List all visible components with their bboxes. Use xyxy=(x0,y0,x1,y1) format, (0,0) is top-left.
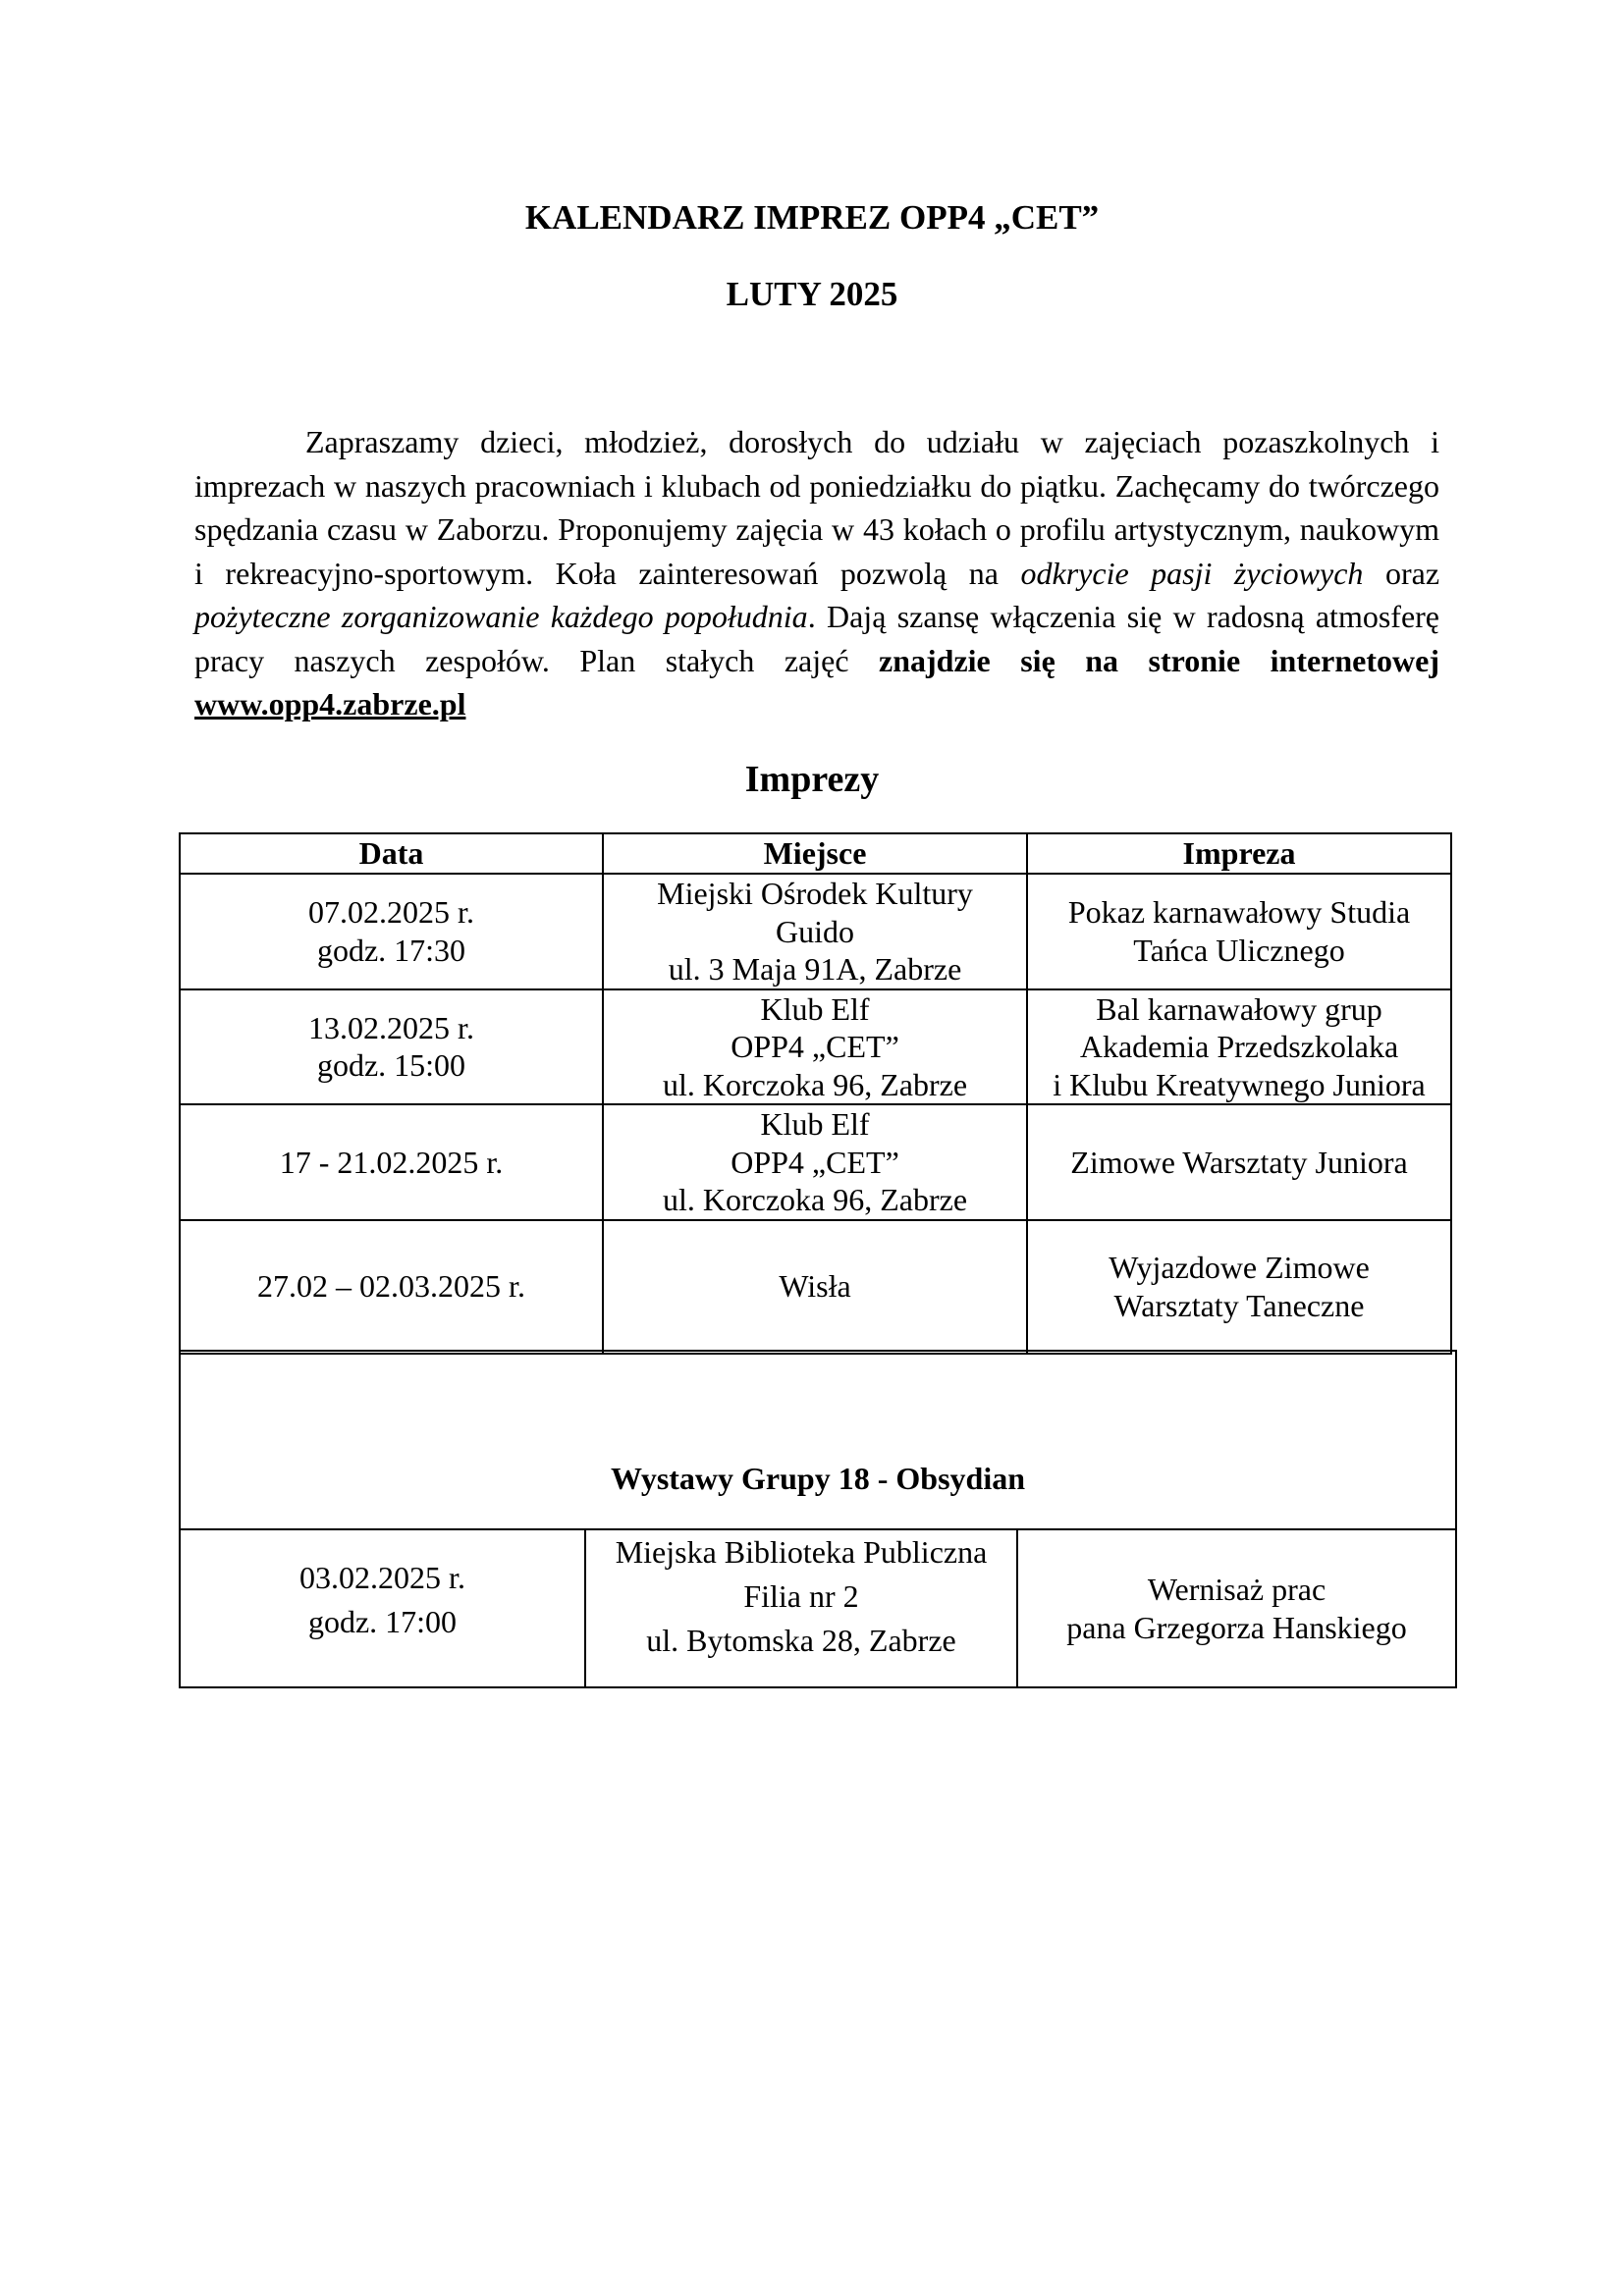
table-row xyxy=(180,874,1451,989)
table-row xyxy=(180,1104,1451,1220)
document-title: KALENDARZ IMPREZ OPP4 „CET” xyxy=(524,198,1100,237)
intro-text-1: Zapraszamy dzieci, młodzież, dorosłych do udziału w zajęciach pozaszkolnych i imprezach w naszych pracowniach i klubach od poniedziałku do piątku. Zachęcamy do twórczego spędzania czasu w Zaborzu. Proponujemy zajęcia w 43 kołach o profilu artystycznym, naukowym i rekreacyjno-sportowym. Koła zainteresowań pozwolą na xyxy=(194,424,1439,591)
event-date: 27.02 – 02.03.2025 r. xyxy=(180,1220,603,1354)
table-row xyxy=(180,1529,1456,1687)
intro-italic-2: pożyteczne zorganizowanie każdego popołudnia xyxy=(194,599,808,634)
event-date: 07.02.2025 r. godz. 17:30 xyxy=(180,874,603,989)
event-place: Wisła xyxy=(603,1220,1027,1354)
column-header-place: Miejsce xyxy=(603,833,1027,874)
exhibitions-table xyxy=(179,1350,1457,1688)
intro-text-2: oraz xyxy=(1363,555,1440,591)
intro-bold-1: znajdzie się na stronie internetowej xyxy=(879,642,1439,678)
events-table xyxy=(179,832,1452,1355)
event-name: Wyjazdowe Zimowe Warsztaty Taneczne xyxy=(1027,1220,1451,1354)
website-link[interactable]: www.opp4.zabrze.pl xyxy=(194,686,466,721)
section-title: Imprezy xyxy=(744,759,880,800)
intro-italic-1: odkrycie pasji życiowych xyxy=(1020,555,1364,591)
event-place: Klub Elf OPP4 „CET” ul. Korczoka 96, Zabrze xyxy=(603,989,1027,1105)
event-name: Pokaz karnawałowy Studia Tańca Ulicznego xyxy=(1027,874,1451,989)
intro-paragraph xyxy=(194,420,1439,726)
exhibition-date: 03.02.2025 r. godz. 17:00 xyxy=(180,1529,585,1687)
event-place: Miejski Ośrodek Kultury Guido ul. 3 Maja 91A, Zabrze xyxy=(603,874,1027,989)
intro-text-3: . Dają szansę włączenia się w radosną atmosferę pracy naszych zespołów. Plan stałych zajęć xyxy=(194,599,1440,678)
exhibitions-title: Wystawy Grupy 18 - Obsydian xyxy=(180,1351,1456,1529)
column-header-event: Impreza xyxy=(1027,833,1451,874)
exhibitions-title-row xyxy=(180,1351,1456,1529)
column-header-date: Data xyxy=(180,833,603,874)
table-row xyxy=(180,1220,1451,1354)
document-month: LUTY 2025 xyxy=(726,275,898,313)
table-row xyxy=(180,989,1451,1105)
exhibition-event: Wernisaż prac pana Grzegorza Hanskiego xyxy=(1017,1529,1456,1687)
event-date: 17 - 21.02.2025 r. xyxy=(180,1104,603,1220)
event-place: Klub Elf OPP4 „CET” ul. Korczoka 96, Zabrze xyxy=(603,1104,1027,1220)
event-date: 13.02.2025 r. godz. 15:00 xyxy=(180,989,603,1105)
exhibition-place: Miejska Biblioteka Publiczna Filia nr 2 ul. Bytomska 28, Zabrze xyxy=(585,1529,1017,1687)
event-name: Bal karnawałowy grup Akademia Przedszkolaka i Klubu Kreatywnego Juniora xyxy=(1027,989,1451,1105)
event-name: Zimowe Warsztaty Juniora xyxy=(1027,1104,1451,1220)
